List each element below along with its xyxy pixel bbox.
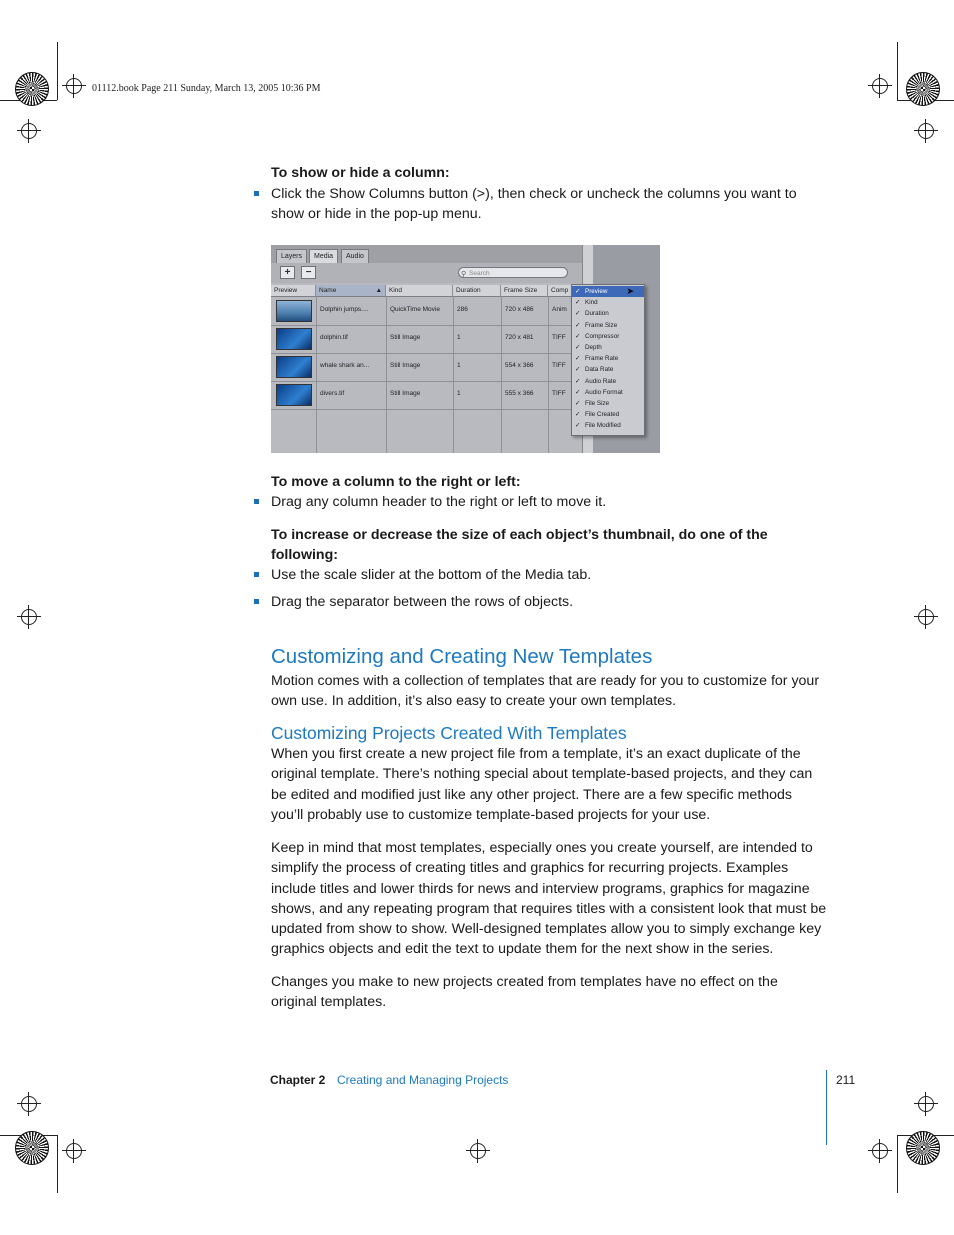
body-paragraph: Motion comes with a collection of templates that are ready for you to customize for your own use. In addition, it’s also easy to create your own templates. [271, 673, 820, 710]
registration-star-icon [906, 72, 940, 106]
cell-kind: Still Image [390, 390, 421, 397]
cell-kind: Still Image [390, 362, 421, 369]
cell-name: Dolphin jumps.... [320, 306, 369, 313]
cell-duration: 1 [457, 390, 461, 397]
cell-comp: TIFF [552, 390, 566, 397]
footer-chapter-label: Chapter 2 [270, 1073, 326, 1087]
menu-item-kind[interactable] [572, 297, 644, 308]
tab-audio[interactable]: Audio [341, 249, 369, 263]
registration-mark-icon [470, 1143, 486, 1159]
footer-divider [826, 1070, 827, 1145]
bullet-item [254, 565, 824, 586]
menu-item-label: Data Rate [585, 366, 614, 374]
registration-mark-icon [872, 1143, 888, 1159]
registration-mark-icon [918, 1096, 934, 1112]
column-header-row [271, 285, 582, 297]
cell-duration: 1 [457, 334, 461, 341]
checkmark-icon: ✓ [575, 388, 581, 396]
table-row[interactable] [271, 353, 582, 382]
bullet-item [254, 592, 824, 613]
menu-item-label: Compressor [585, 332, 620, 340]
checkmark-icon: ✓ [575, 355, 581, 363]
footer-chapter-title: Creating and Managing Projects [337, 1073, 509, 1087]
cell-frame-size: 720 x 481 [505, 334, 534, 341]
column-header-comp[interactable]: Comp [548, 285, 582, 296]
menu-item-label: Depth [585, 344, 602, 351]
cell-name: divers.tif [320, 390, 345, 397]
bullet-square-icon [254, 599, 259, 604]
menu-item-file-modified[interactable] [572, 420, 644, 431]
media-panel [271, 245, 582, 453]
column-header-frame-size[interactable]: Frame Size [501, 285, 548, 296]
registration-star-icon [15, 72, 49, 106]
checkmark-icon: ✓ [575, 411, 581, 419]
cell-frame-size: 554 x 366 [505, 362, 534, 369]
column-header-name[interactable] [316, 285, 386, 296]
checkmark-icon: ✓ [575, 310, 581, 318]
registration-mark-icon [21, 1096, 37, 1112]
cell-name: whale shark an... [320, 362, 370, 369]
table-row[interactable] [271, 381, 582, 410]
whale-shark-thumbnail [276, 356, 312, 378]
sort-arrow-icon: ▲ [375, 287, 382, 294]
checkmark-icon: ✓ [575, 344, 581, 351]
step-heading: To show or hide a column: [271, 165, 450, 181]
menu-item-label: Frame Size [585, 321, 618, 329]
printer-slug: 01112.book Page 211 Sunday, March 13, 2005 10:36 PM [92, 83, 321, 94]
menu-item-frame-rate[interactable] [572, 353, 644, 364]
cell-frame-size: 720 x 486 [505, 306, 534, 313]
bullet-text: Click the Show Columns button (>), then check or uncheck the columns you want to show or hide in the pop-up menu. [271, 186, 797, 223]
body-paragraph: When you first create a new project file from a template, it’s an exact duplicate of the original template. There’s nothing special about template-based projects, and they can be edited and modified just like any other project. There are a few specific methods you’ll probably use to customize template-based projects for your use. [271, 746, 813, 823]
registration-mark-icon [918, 123, 934, 139]
menu-item-file-size[interactable] [572, 398, 644, 409]
subsection-heading: Customizing Projects Created With Templates [271, 723, 627, 743]
column-header-kind[interactable]: Kind [386, 285, 453, 296]
mouse-pointer-icon: ➤ [626, 286, 634, 296]
dolphin-thumbnail [276, 328, 312, 350]
column-header-duration[interactable]: Duration [453, 285, 501, 296]
cell-name: dolphin.tif [320, 334, 348, 341]
registration-star-icon [15, 1131, 49, 1165]
menu-item-file-created[interactable] [572, 409, 644, 420]
registration-mark-icon [66, 1143, 82, 1159]
checkmark-icon: ✓ [575, 377, 581, 385]
table-row[interactable] [271, 325, 582, 354]
bullet-square-icon [254, 572, 259, 577]
checkmark-icon: ✓ [575, 422, 581, 430]
tab-bar [271, 245, 582, 263]
checkmark-icon: ✓ [575, 299, 581, 307]
cell-kind: QuickTime Movie [390, 306, 440, 313]
step-heading: To move a column to the right or left: [271, 474, 521, 490]
checkmark-icon: ✓ [575, 288, 581, 295]
menu-item-preview[interactable] [572, 286, 644, 297]
menu-item-depth[interactable] [572, 342, 644, 353]
bullet-square-icon [254, 499, 259, 504]
search-input[interactable] [458, 267, 568, 278]
menu-item-label: Audio Format [585, 388, 623, 396]
remove-button[interactable]: − [301, 266, 316, 279]
checkmark-icon: ✓ [575, 366, 581, 374]
checkmark-icon: ✓ [575, 321, 581, 329]
tab-media[interactable]: Media [309, 249, 338, 263]
body-paragraph: Keep in mind that most templates, especially ones you create yourself, are intended to simplify the process of creating titles and graphics for recurring projects. Examples include titles and lower thirds for news and interview programs, graphics for magazine shows, and any repeating program that requires titles with a consistent look that must be updated from show to show. Well-designed templates allow you to simply exchange key graphics objects and edit the text to update them for the next show in the series. [271, 840, 827, 958]
menu-item-frame-size[interactable] [572, 320, 644, 331]
menu-item-data-rate[interactable] [572, 364, 644, 375]
cell-duration: 1 [457, 362, 461, 369]
column-header-name-label: Name [319, 287, 337, 294]
search-placeholder: Search [469, 270, 490, 277]
menu-item-label: Frame Rate [585, 355, 619, 363]
add-button[interactable]: + [280, 266, 295, 279]
bullet-item [254, 184, 824, 226]
crop-mark [897, 1135, 898, 1193]
menu-item-duration[interactable] [572, 308, 644, 319]
menu-item-audio-rate[interactable] [572, 376, 644, 387]
divers-thumbnail [276, 384, 312, 406]
cell-kind: Still Image [390, 334, 421, 341]
cell-duration: 286 [457, 306, 468, 313]
cell-comp: Anim [552, 306, 567, 313]
cell-comp: TIFF [552, 334, 566, 341]
crop-mark [57, 42, 58, 100]
search-icon: ⚲ [461, 271, 467, 278]
bullet-square-icon [254, 191, 259, 196]
table-row[interactable] [271, 297, 582, 326]
registration-mark-icon [872, 78, 888, 94]
menu-item-audio-format[interactable] [572, 387, 644, 398]
tab-layers[interactable]: Layers [276, 249, 307, 263]
column-header-preview[interactable]: Preview [271, 285, 316, 296]
section-heading: Customizing and Creating New Templates [271, 645, 653, 668]
menu-item-label: Audio Rate [585, 377, 617, 385]
bullet-text: Use the scale slider at the bottom of the Media tab. [271, 567, 592, 583]
menu-item-compressor[interactable] [572, 331, 644, 342]
dolphin-jump-thumbnail [276, 300, 312, 322]
menu-item-label: Duration [585, 310, 609, 318]
checkmark-icon: ✓ [575, 400, 581, 407]
menu-item-label: Preview [585, 288, 608, 295]
media-tab-screenshot [271, 245, 660, 453]
registration-star-icon [906, 1131, 940, 1165]
menu-item-label: Kind [585, 299, 598, 307]
show-columns-popup-menu [571, 284, 645, 436]
menu-item-label: File Created [585, 411, 620, 419]
registration-mark-icon [21, 123, 37, 139]
page-number: 211 [836, 1073, 856, 1087]
registration-mark-icon [21, 609, 37, 625]
crop-mark [57, 1135, 58, 1193]
bullet-text: Drag the separator between the rows of objects. [271, 594, 574, 610]
checkmark-icon: ✓ [575, 332, 581, 340]
crop-mark [897, 42, 898, 100]
bullet-item [254, 492, 824, 513]
body-paragraph: Changes you make to new projects created from templates have no effect on the original templates. [271, 974, 778, 1011]
registration-mark-icon [918, 609, 934, 625]
bullet-text: Drag any column header to the right or left to move it. [271, 494, 607, 510]
menu-item-label: File Modified [585, 422, 621, 430]
step-heading: To increase or decrease the size of each object’s thumbnail, do one of the following: [271, 527, 768, 564]
menu-item-label: File Size [585, 400, 610, 407]
cell-frame-size: 555 x 366 [505, 390, 534, 397]
registration-mark-icon [66, 78, 82, 94]
cell-comp: TIFF [552, 362, 566, 369]
